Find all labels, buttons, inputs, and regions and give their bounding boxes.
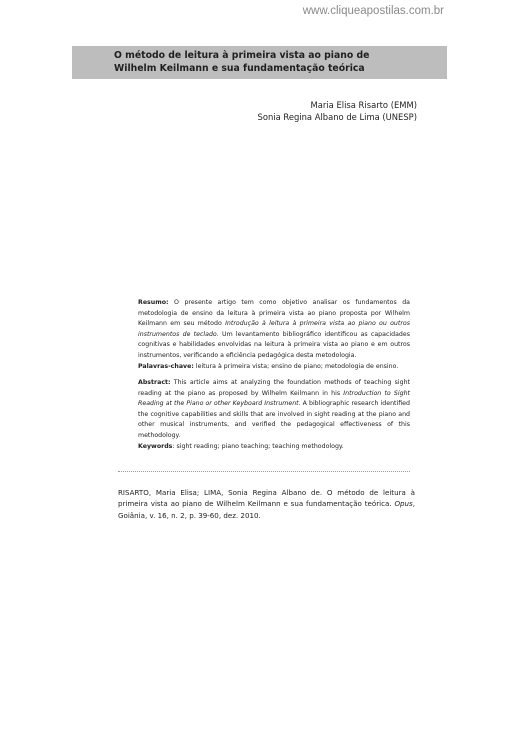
citation-divider [118, 471, 410, 472]
author-list [258, 100, 417, 124]
palavras-chave-label: Palavras-chave: [138, 362, 194, 370]
resumo-label: Resumo: [138, 299, 169, 306]
article-title-line-1: O método de leitura à primeira vista ao piano de [114, 50, 370, 61]
keywords-text: : sight reading; piano teaching; teaching methodology. [172, 442, 344, 450]
citation-text-after: , Goiânia, v. 16, n. 2, p. 39-60, dez. 2010. [118, 499, 415, 520]
article-title-line-2: Wilhelm Keilmann e sua fundamentação teórica [114, 62, 365, 74]
citation-journal: Opus [394, 499, 413, 509]
resumo-method-title: Introdução à leitura à primeira vista ao piano ou outros instrumentos de teclado. [138, 320, 410, 338]
article-title [114, 50, 444, 75]
abstract-label: Abstract: [138, 379, 171, 386]
resumo-keywords [138, 362, 410, 373]
abstract-paragraph [138, 378, 410, 442]
abstract-keywords [138, 442, 410, 453]
resumo-section [138, 298, 410, 372]
resumo-text-before: O presente artigo tem como objetivo analisar os fundamentos da metodologia de ensino da leitura à primeira vista ao piano proposta por Wilhelm Keilmann em seu método [138, 299, 410, 328]
author-1: Maria Elisa Risarto (EMM) [310, 100, 417, 110]
abstract-section [138, 378, 410, 452]
abstract-text-before: This article aims at analyzing the foundation methods of teaching sight reading at the piano as proposed by Wilhelm Keilmann in his [138, 379, 410, 397]
abstract-text-after: A bibliographic research identified the cognitive capabilities and skills that are involved in sight reading at the piano and other musical instruments, and verified the pedagogical effectiveness of this methodology. [138, 400, 410, 439]
site-watermark: www.cliqueapostilas.com.br [302, 5, 444, 17]
citation [118, 487, 415, 521]
resumo-paragraph [138, 298, 410, 362]
author-2: Sonia Regina Albano de Lima (UNESP) [257, 111, 417, 122]
resumo-text-after: Um levantamento bibliográfico identificou as capacidades cognitivas e habilidades envolvidas na leitura à primeira vista ao piano e em outros instrumentos, verificando a eficiência pedagógica desta metodologia. [138, 330, 410, 359]
keywords-label: Keywords [138, 442, 173, 450]
abstract-method-title: Introduction to Sight Reading at the Piano or other Keyboard Instrument. [138, 389, 410, 408]
palavras-chave-text: leitura à primeira vista; ensino de piano; metodologia de ensino. [193, 362, 399, 370]
citation-text-before: RISARTO, Maria Elisa; LIMA, Sonia Regina Albano de. O método de leitura à primeira vista ao piano de Wilhelm Keilmann e sua fundamentação teórica. [118, 488, 415, 509]
